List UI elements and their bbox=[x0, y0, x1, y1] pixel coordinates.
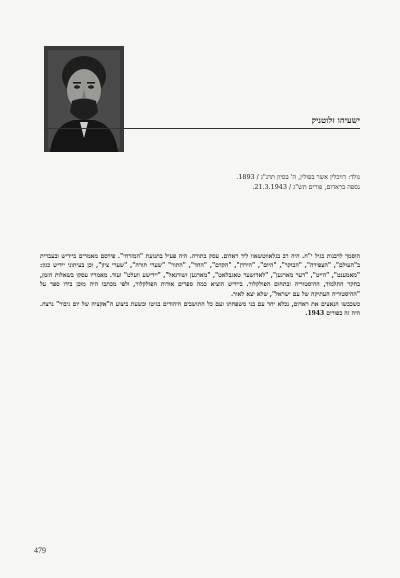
biography-paragraph: כשכבשו הנאצים את ראדום, נכלא יחד עם בני משפחתו ועם כל התושבים היהודים בגיטו ובשעת ביצוע ה"אקציה של יום גיבור" נרצח. היה זה בפורים 1943. bbox=[40, 301, 360, 318]
divider-line bbox=[44, 128, 360, 129]
biography-paragraph: הוסמך לרבנות בגיל י"ח. היה רב בגלאווטשאוו ליד ראדום. עסק בתורה. היה פעיל בתנועת "המזרחי". פירסם מאמרים ביידיש ובעברית ב"העולם", "הצפירה", "הבוקר", "היום", "הירדן", "הקדם", "החד", "התור" "שערי תורה", "שערי ציון", וכן בעיתוני יידיש כגון: "מאמענט", "הייט", "דער מארגען", "לאדזשער טאגבלאט", "מארגען זשורנאל", "יידישע וועלט" ועוד. מאמריו עסקו בשאלות הזמן, בחקר התלמוד, ההיסטוריה ובתחום הפולקלור. ביידיש הוציא כמה ספרים אודות הפולקלור, ולפי מכתבו היה מוכן בידו ספר על "ההיסטוריה העתיקה של עם ישראל", שלא יצא לאור. bbox=[40, 253, 360, 298]
biography bbox=[40, 252, 360, 319]
birth-info: נולד: דזיכלין אשר בפולין, ה' בסיון תרנ"ג / 1893. bbox=[236, 173, 360, 181]
portrait-photo bbox=[44, 46, 124, 152]
life-dates bbox=[60, 172, 360, 192]
portrait-image bbox=[44, 46, 124, 152]
death-info: נספה בראדום, פורים תש"ג / 21.3.1943. bbox=[252, 183, 360, 191]
person-name: ישעיהו זלוטניק bbox=[311, 116, 360, 126]
page-number: 479 bbox=[34, 546, 46, 555]
